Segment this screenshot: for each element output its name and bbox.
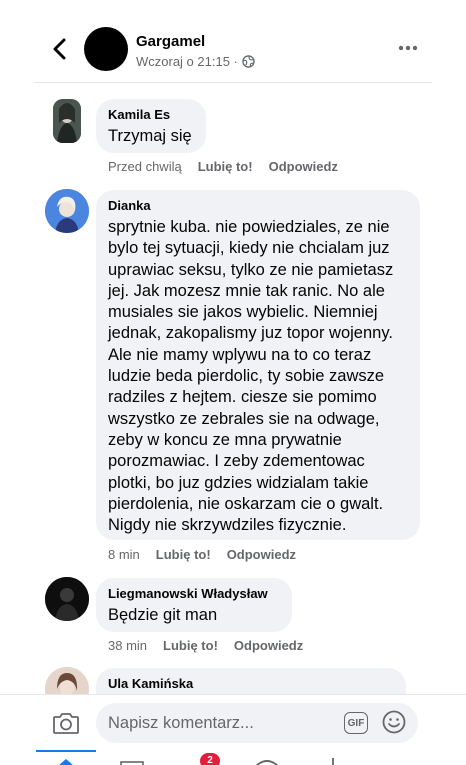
back-icon[interactable] [47,35,71,63]
emoji-icon[interactable] [382,710,406,734]
bell-icon[interactable] [326,758,340,765]
comment-author[interactable]: Kamila Es [108,107,171,122]
reply-button[interactable]: Odpowiedz [233,638,304,653]
comment-text: Trzymaj się [108,127,192,145]
post-timestamp: Wczoraj o 21:15 · [136,54,238,69]
notification-badge: 2 [200,753,220,765]
comment-author[interactable]: Liegmanowski Władysław [108,586,268,601]
comment-bubble[interactable] [96,578,292,632]
post-header [0,0,466,82]
avatar[interactable] [45,577,89,621]
post-author-name[interactable]: Gargamel [136,33,206,50]
comment-text: Będzie git man [108,606,218,624]
bottom-tab-bar [0,750,466,765]
comment-time: 8 min [108,547,140,562]
profile-icon[interactable] [254,758,280,765]
like-button[interactable]: Lubię to! [197,159,253,174]
comment-actions [108,159,338,174]
active-tab-indicator [36,750,96,752]
globe-icon [242,55,255,68]
comment-input[interactable] [96,703,418,743]
comment-author[interactable]: Ula Kamińska [108,676,194,691]
post-meta [136,54,255,69]
like-button[interactable]: Lubię to! [163,638,218,653]
comment-time: Przed chwilą [108,159,182,174]
header-divider [34,82,432,83]
author-avatar[interactable] [84,27,128,71]
comment-bubble[interactable] [96,190,420,540]
reply-button[interactable]: Odpowiedz [226,547,297,562]
reply-button[interactable]: Odpowiedz [268,159,338,174]
comment-actions [108,638,303,653]
comment-text: sprytnie kuba. nie powiedziales, ze nie bylo tej sytuacji, kiedy nie chcialam juz uprawiac seksu, tylko ze nie pamietasz jej. Jak mozesz mnie tak ranic. No ale musiales sie jakos wybielic. Niemniej jednak, zakopalismy juz topor wojenny. Ale nie mamy wplywu na to co teraz ludzie beda pierdolic, ty sobie zawsze radziles z hejtem. ciesze sie pomimo wszystko ze zebrales sie na odwage, zeby w koncu ze mna prywatnie porozmawiac. I zeby zdementowac plotki, bo juz gdzies widzialam takie pierdolenia, nie oskarzam cie o gwalt. Nigdy nie skrzywdziles fizycznie. [108,218,394,535]
comment-time: 38 min [108,638,148,653]
comment-author[interactable]: Dianka [108,198,151,213]
avatar[interactable] [45,189,89,233]
gif-button[interactable]: GIF [344,712,368,734]
comment-bubble[interactable] [96,99,206,153]
like-button[interactable]: Lubię to! [155,547,211,562]
comment-actions [108,547,296,562]
camera-icon[interactable] [52,711,80,735]
home-icon[interactable] [56,758,76,765]
avatar[interactable] [53,99,81,143]
video-icon[interactable] [120,758,144,765]
more-options-icon[interactable] [396,36,420,60]
comment-composer [0,694,466,750]
